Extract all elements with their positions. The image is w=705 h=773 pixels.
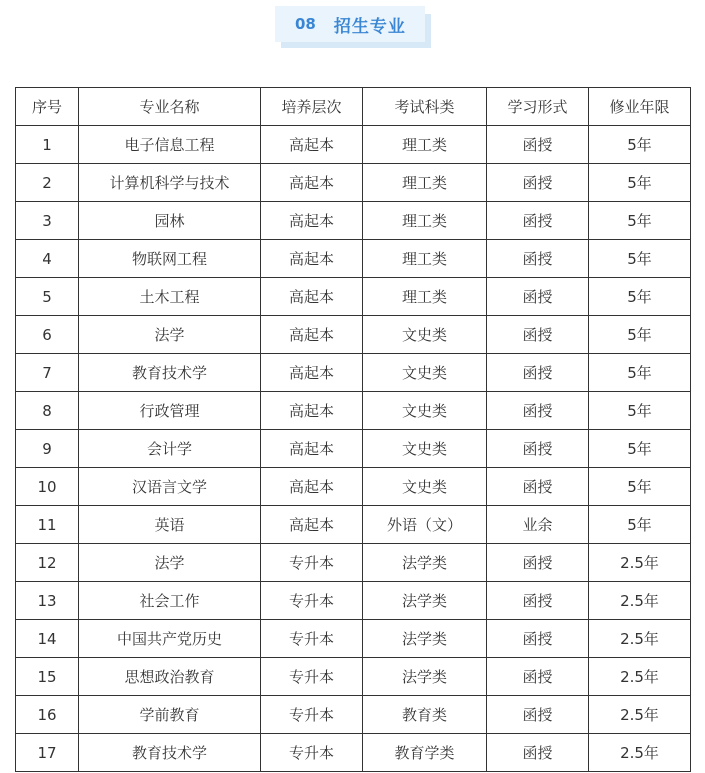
cell-major: 物联网工程 [79,240,261,278]
cell-exam-category: 理工类 [363,240,487,278]
cell-level: 高起本 [261,354,363,392]
col-header-duration: 修业年限 [589,88,691,126]
cell-index: 3 [16,202,79,240]
table-row [16,544,691,582]
cell-major: 教育技术学 [79,734,261,772]
cell-major: 汉语言文学 [79,468,261,506]
cell-index: 15 [16,658,79,696]
cell-exam-category: 理工类 [363,202,487,240]
cell-study-mode: 业余 [487,506,589,544]
col-header-index: 序号 [16,88,79,126]
cell-index: 14 [16,620,79,658]
cell-exam-category: 理工类 [363,126,487,164]
col-header-major: 专业名称 [79,88,261,126]
cell-level: 高起本 [261,468,363,506]
table-row [16,316,691,354]
cell-duration: 5年 [589,468,691,506]
cell-index: 7 [16,354,79,392]
cell-duration: 5年 [589,202,691,240]
cell-duration: 5年 [589,392,691,430]
table-row [16,582,691,620]
cell-index: 10 [16,468,79,506]
table-row [16,696,691,734]
cell-major: 学前教育 [79,696,261,734]
cell-index: 2 [16,164,79,202]
cell-exam-category: 理工类 [363,278,487,316]
cell-duration: 5年 [589,430,691,468]
cell-level: 高起本 [261,164,363,202]
cell-major: 计算机科学与技术 [79,164,261,202]
cell-level: 专升本 [261,734,363,772]
cell-study-mode: 函授 [487,354,589,392]
cell-duration: 2.5年 [589,620,691,658]
cell-major: 教育技术学 [79,354,261,392]
section-header-badge [275,6,431,48]
cell-duration: 5年 [589,164,691,202]
cell-level: 专升本 [261,658,363,696]
cell-duration: 2.5年 [589,658,691,696]
cell-study-mode: 函授 [487,468,589,506]
cell-level: 高起本 [261,278,363,316]
section-number [295,15,316,33]
cell-study-mode: 函授 [487,202,589,240]
cell-exam-category: 外语（文） [363,506,487,544]
cell-exam-category: 理工类 [363,164,487,202]
cell-duration: 2.5年 [589,734,691,772]
cell-index: 4 [16,240,79,278]
table-row [16,202,691,240]
cell-major: 社会工作 [79,582,261,620]
cell-level: 专升本 [261,620,363,658]
cell-study-mode: 函授 [487,658,589,696]
table-header [16,88,691,126]
section-title: 招生专业 [333,16,406,37]
table-row [16,392,691,430]
cell-major: 英语 [79,506,261,544]
cell-major: 中国共产党历史 [79,620,261,658]
table-body [16,126,691,772]
cell-duration: 5年 [589,126,691,164]
col-header-study-mode: 学习形式 [487,88,589,126]
table-row [16,658,691,696]
cell-duration: 5年 [589,240,691,278]
cell-index: 1 [16,126,79,164]
table-row [16,468,691,506]
cell-index: 11 [16,506,79,544]
cell-index: 9 [16,430,79,468]
cell-major: 土木工程 [79,278,261,316]
cell-index: 8 [16,392,79,430]
cell-major: 会计学 [79,430,261,468]
table-row [16,240,691,278]
col-header-level: 培养层次 [261,88,363,126]
table-row [16,734,691,772]
cell-study-mode: 函授 [487,734,589,772]
cell-index: 13 [16,582,79,620]
cell-study-mode: 函授 [487,392,589,430]
cell-level: 专升本 [261,582,363,620]
cell-index: 6 [16,316,79,354]
cell-exam-category: 文史类 [363,430,487,468]
cell-study-mode: 函授 [487,240,589,278]
cell-index: 17 [16,734,79,772]
cell-level: 专升本 [261,544,363,582]
cell-study-mode: 函授 [487,316,589,354]
col-header-exam-category: 考试科类 [363,88,487,126]
header-row [16,88,691,126]
cell-level: 高起本 [261,392,363,430]
cell-study-mode: 函授 [487,430,589,468]
cell-level: 高起本 [261,202,363,240]
table-row [16,620,691,658]
cell-index: 5 [16,278,79,316]
cell-duration: 5年 [589,354,691,392]
cell-exam-category: 法学类 [363,658,487,696]
cell-level: 高起本 [261,126,363,164]
cell-exam-category: 法学类 [363,620,487,658]
cell-level: 高起本 [261,240,363,278]
table-row [16,164,691,202]
cell-study-mode: 函授 [487,164,589,202]
cell-study-mode: 函授 [487,544,589,582]
cell-major: 法学 [79,316,261,354]
cell-index: 12 [16,544,79,582]
cell-major: 思想政治教育 [79,658,261,696]
section-number-text: 08 [295,15,316,33]
cell-level: 高起本 [261,430,363,468]
table-row [16,430,691,468]
cell-duration: 2.5年 [589,696,691,734]
cell-exam-category: 法学类 [363,544,487,582]
cell-exam-category: 文史类 [363,392,487,430]
cell-major: 电子信息工程 [79,126,261,164]
cell-study-mode: 函授 [487,696,589,734]
cell-major: 行政管理 [79,392,261,430]
cell-index: 16 [16,696,79,734]
cell-level: 专升本 [261,696,363,734]
cell-study-mode: 函授 [487,582,589,620]
cell-duration: 5年 [589,278,691,316]
table-row [16,354,691,392]
table-row [16,506,691,544]
cell-exam-category: 法学类 [363,582,487,620]
cell-major: 园林 [79,202,261,240]
cell-exam-category: 教育类 [363,696,487,734]
cell-study-mode: 函授 [487,126,589,164]
cell-study-mode: 函授 [487,278,589,316]
cell-duration: 2.5年 [589,582,691,620]
table-row [16,126,691,164]
cell-level: 高起本 [261,506,363,544]
cell-exam-category: 文史类 [363,316,487,354]
cell-major: 法学 [79,544,261,582]
badge-main [275,6,425,42]
cell-duration: 5年 [589,316,691,354]
cell-exam-category: 文史类 [363,468,487,506]
table-row [16,278,691,316]
cell-study-mode: 函授 [487,620,589,658]
cell-duration: 2.5年 [589,544,691,582]
majors-table [15,87,691,772]
cell-exam-category: 教育学类 [363,734,487,772]
cell-duration: 5年 [589,506,691,544]
cell-level: 高起本 [261,316,363,354]
cell-exam-category: 文史类 [363,354,487,392]
